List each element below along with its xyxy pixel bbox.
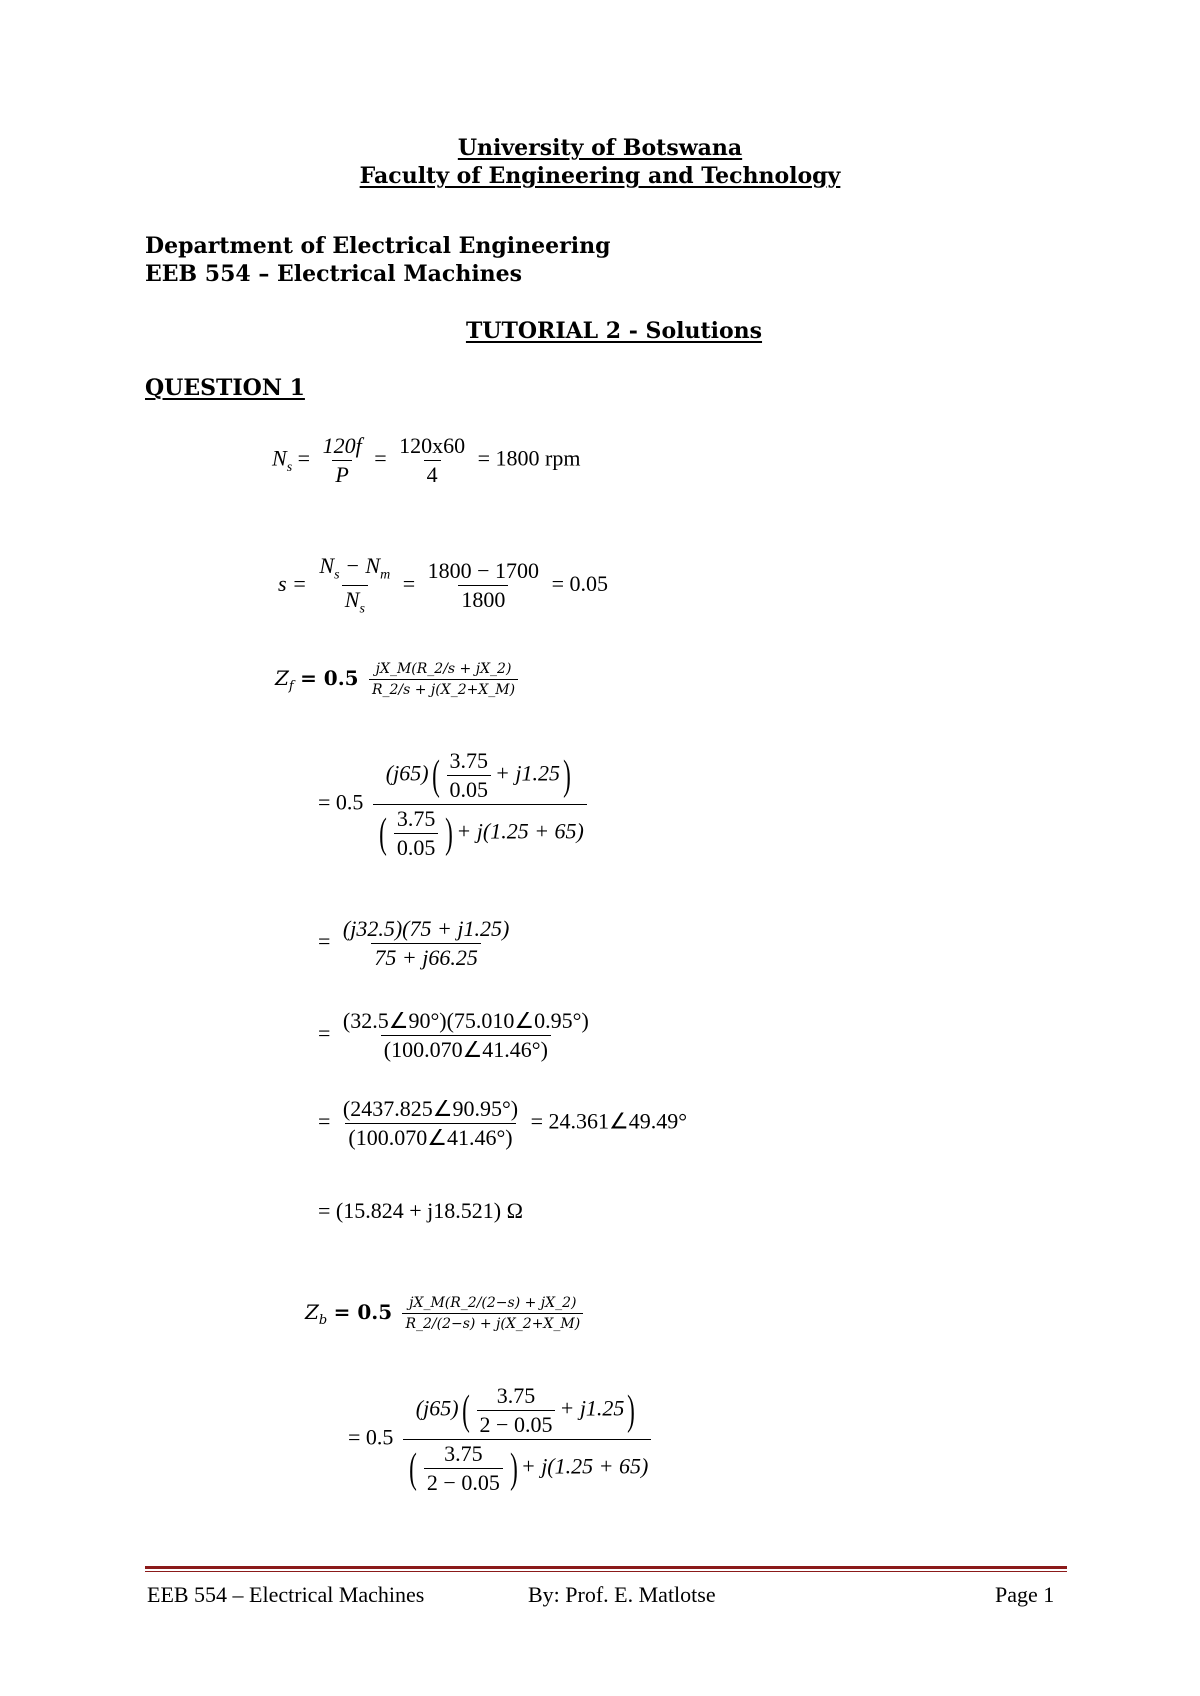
university-title: University of Botswana [457, 135, 743, 161]
equation-zf-step4: = $\frac{(2437.825\angle 90.95^\circ)}{(100.070\angle 41.46^\circ)}$ = 24.361∠49.49° [318, 1096, 688, 1150]
fraction: $\frac{120f}{P}$ [322, 433, 362, 487]
equation-ns: $N_s$ = $\frac{120f}{P}$ = $\frac{120x60}{4}$ = 1800 rpm [272, 433, 581, 487]
equation-zb-definition: $Z_b = 0.5$ $\frac{jX\_M(R\_2/(2-s) + jX\_2)}{R\_2/(2-s) + j(X\_2+X\_M)}$ [305, 1296, 587, 1331]
equation-zf-step2: = $\frac{(j32.5)(75 + j1.25)}{75 + j66.25}$ [318, 918, 516, 969]
footer-rule [145, 1566, 1067, 1569]
equation-zf-result: = (15.824 + j18.521) Ω [318, 1198, 523, 1223]
footer-author: By: Prof. E. Matlotse [528, 1582, 716, 1607]
fraction: (j65)( $\frac{3.75}{2 - 0.05}$ + j1.25) ( $\frac{3.75}{2 - 0.05}$ ) + j(1.25 + 65) [403, 1385, 651, 1494]
faculty-title: Faculty of Engineering and Technology [359, 163, 841, 189]
fraction: $\frac{120x60}{4}$ [399, 433, 466, 487]
fraction: $\frac{1800 - 1700}{1800}$ [427, 558, 540, 613]
footer-page-number: Page 1 [995, 1582, 1055, 1607]
fraction: $\frac{(2437.825\angle 90.95^\circ)}{(100.070\angle 41.46^\circ)}$ [342, 1096, 519, 1150]
fraction: $\frac{N_s - N_m}{N_s}$ [319, 553, 391, 617]
equation-zb-step1: = 0.5 (j65)( $\frac{3.75}{2 - 0.05}$ + j1.25) ( $\frac{3.75}{2 - 0.05}$ ) + j(1.25 + 65) [348, 1385, 655, 1494]
equation-slip: s = $\frac{N_s - N_m}{N_s}$ = $\frac{1800 - 1700}{1800}$ = 0.05 [278, 553, 608, 617]
equation-zf-definition: $Z_f = 0.5$ $\frac{jX\_M(R\_2/s + jX\_2)}{R\_2/s + j(X\_2+X\_M)}$ [275, 662, 522, 697]
fraction: $\frac{(32.5\angle 90^\circ)(75.010\angle 0.95^\circ)}{(100.070\angle 41.46^\circ)}$ [342, 1008, 589, 1062]
fraction: $\frac{(j32.5)(75 + j1.25)}{75 + j66.25}$ [342, 916, 510, 970]
footer-course: EEB 554 – Electrical Machines [147, 1582, 425, 1607]
footer-rule-thin [145, 1571, 1067, 1572]
department-title: Department of Electrical Engineering [145, 233, 611, 259]
tutorial-title: TUTORIAL 2 - Solutions [465, 318, 763, 344]
question-heading: QUESTION 1 [145, 375, 305, 401]
fraction: $\frac{jX\_M(R\_2/(2-s) + jX\_2)}{R\_2/(2-s) + j(X\_2+X\_M)}$ [402, 1296, 583, 1331]
equation-zf-step3: = $\frac{(32.5\angle 90^\circ)(75.010\angle 0.95^\circ)}{(100.070\angle 41.46^\circ)}$ [318, 1010, 596, 1061]
equation-zf-step1: = 0.5 (j65)( $\frac{3.75}{0.05}$ + j1.25) ( $\frac{3.75}{0.05}$ ) + j(1.25 + 65) [318, 750, 591, 859]
fraction: (j65)( $\frac{3.75}{0.05}$ + j1.25) ( $\frac{3.75}{0.05}$ ) + j(1.25 + 65) [373, 750, 587, 859]
fraction: $\frac{jX\_M(R\_2/s + jX\_2)}{R\_2/s + j(X\_2+X\_M)}$ [369, 662, 518, 697]
course-title: EEB 554 – Electrical Machines [145, 261, 523, 287]
